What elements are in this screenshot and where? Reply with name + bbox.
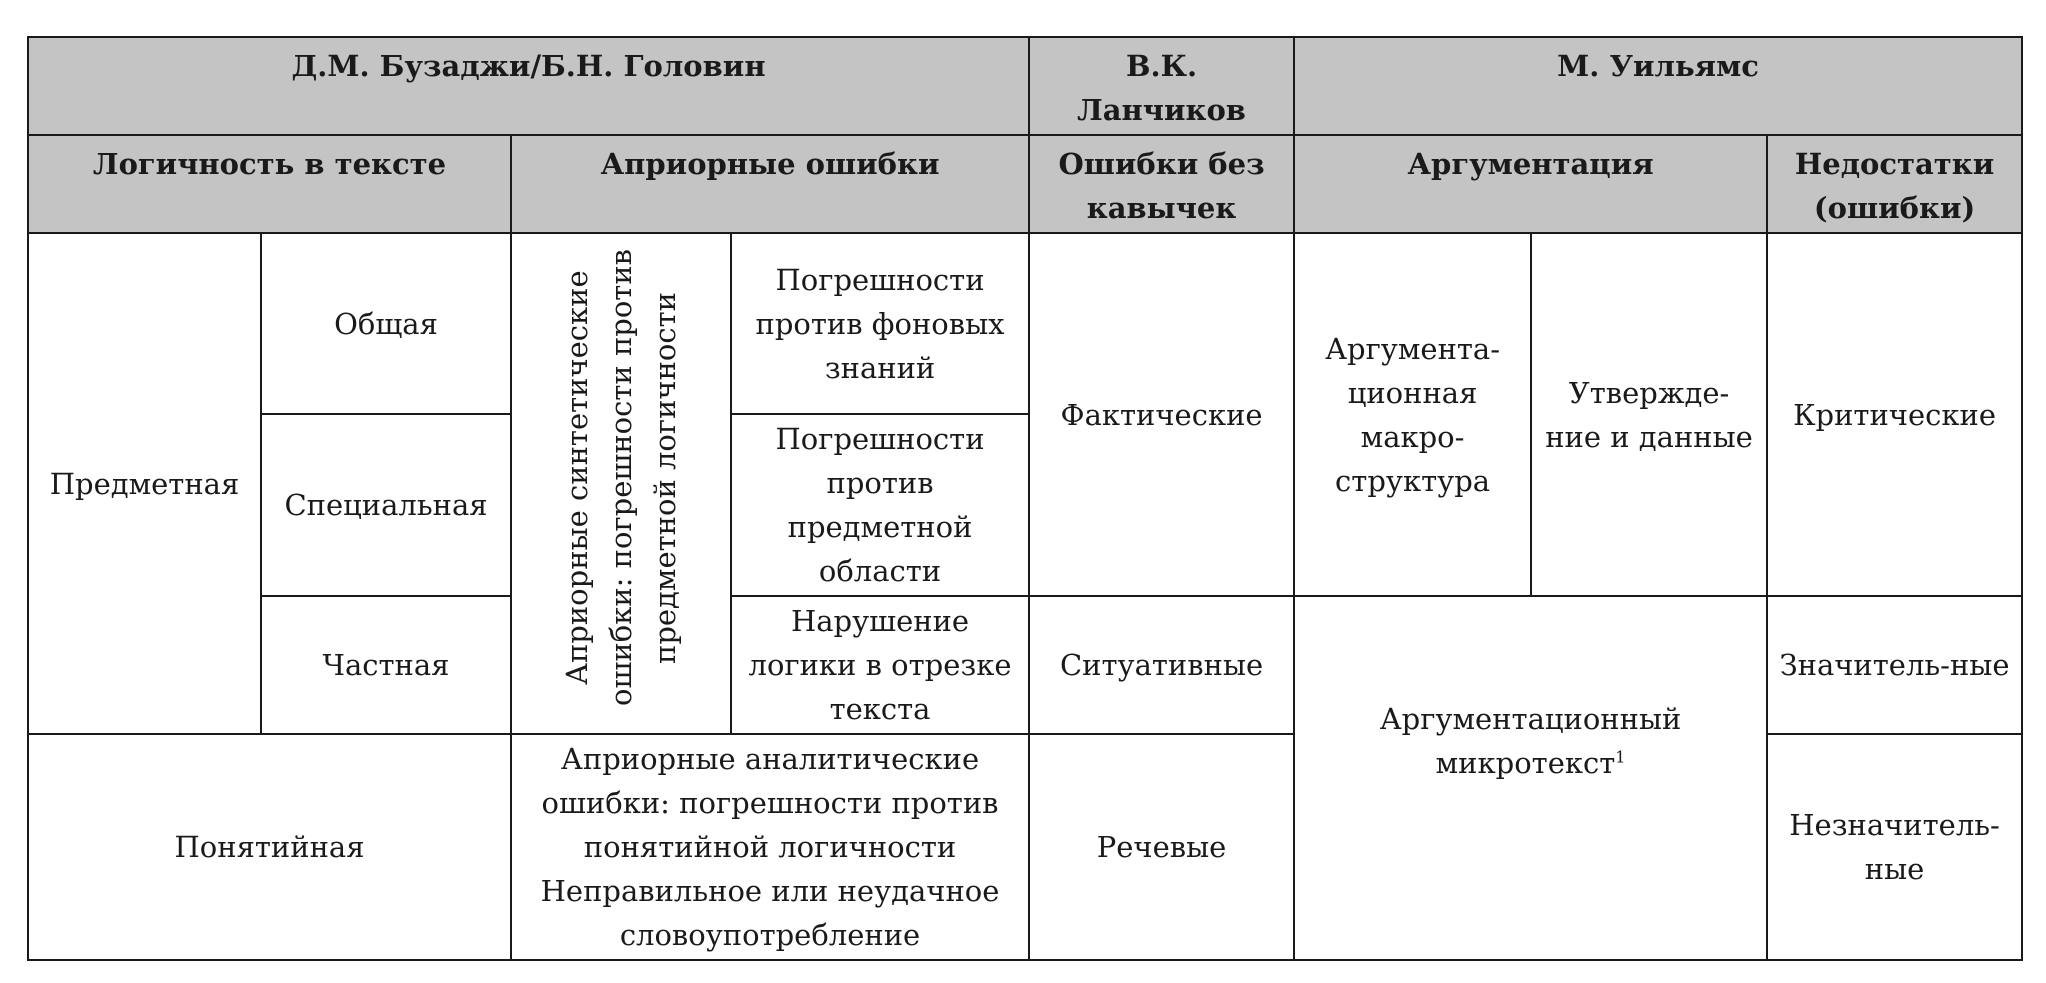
cell-microtext: [1294, 596, 1767, 960]
header-argumentation: Аргументация: [1294, 135, 1767, 233]
header-author-buzadzhi-golovin: Д.М. Бузаджи/Б.Н. Головин: [28, 37, 1029, 135]
synthetic-errors-text: Априорные синтетические ошибки: погрешности против предметной логичности: [560, 249, 682, 706]
microtext-label: Аргументационный микротекст: [1379, 702, 1682, 780]
cell-synthetic-errors: [511, 233, 731, 734]
cell-significant: Значитель-ные: [1767, 596, 2022, 734]
header-shortcomings: Недостатки (ошибки): [1767, 135, 2022, 233]
cell-subject-logic: Предметная: [28, 233, 261, 734]
table-row: [28, 596, 2022, 734]
cell-factual: Фактические: [1029, 233, 1294, 596]
cell-claim-and-data: Утвержде-ние и данные: [1531, 233, 1767, 596]
header-a-priori-errors: Априорные ошибки: [511, 135, 1029, 233]
cell-conceptual: Понятийная: [28, 734, 511, 960]
cell-critical: Критические: [1767, 233, 2022, 596]
cell-macrostructure: Аргумента-ционная макро-структура: [1294, 233, 1531, 596]
header-logic-in-text: Логичность в тексте: [28, 135, 511, 233]
comparison-table: [27, 36, 2023, 961]
cell-segment-logic: Нарушение логики в отрезке текста: [731, 596, 1029, 734]
cell-speech: Речевые: [1029, 734, 1294, 960]
cell-special: Специальная: [261, 414, 511, 596]
cell-general: Общая: [261, 233, 511, 414]
header-errors-without-quotes: Ошибки без кавычек: [1029, 135, 1294, 233]
cell-insignificant: Незначитель-ные: [1767, 734, 2022, 960]
table-row: [28, 233, 2022, 414]
cell-subject-area: Погрешности против предметной области: [731, 414, 1029, 596]
header-row-authors: [28, 37, 2022, 135]
header-author-williams: М. Уильямс: [1294, 37, 2022, 135]
cell-background-knowledge: Погрешности против фоновых знаний: [731, 233, 1029, 414]
microtext-footnote: 1: [1615, 747, 1626, 767]
cell-situational: Ситуативные: [1029, 596, 1294, 734]
analytic-errors-text: Априорные аналитические ошибки: погрешности против понятийной логичности: [541, 742, 999, 864]
cell-particular: Частная: [261, 596, 511, 734]
word-usage-text: Неправильное или неудачное словоупотребление: [540, 874, 1000, 952]
cell-analytic-errors: [511, 734, 1029, 960]
header-author-lanchikov: В.К. Ланчиков: [1029, 37, 1294, 135]
header-row-categories: [28, 135, 2022, 233]
comparison-table-container: [27, 36, 2021, 952]
